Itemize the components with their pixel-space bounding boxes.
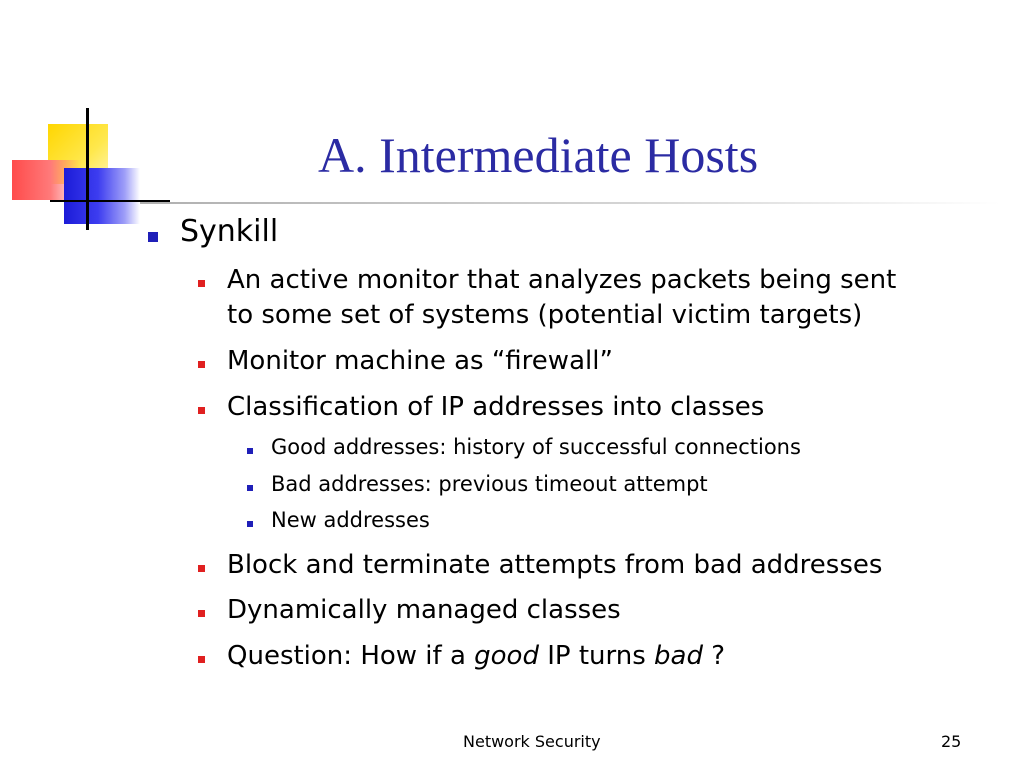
- level2-bullet: [198, 610, 205, 617]
- question-suffix: ?: [703, 641, 726, 671]
- slide-title: A. Intermediate Hosts: [318, 127, 759, 183]
- bullet-monitor-firewall: Monitor machine as “firewall”: [227, 346, 613, 376]
- level2-bullet: [198, 361, 205, 368]
- bullet-classification: Classification of IP addresses into classes: [227, 392, 765, 422]
- question-middle: IP turns: [538, 641, 655, 671]
- level3-bullet: [247, 448, 253, 454]
- bullet-bad-addresses: Bad addresses: previous timeout attempt: [271, 472, 708, 496]
- bullet-active-monitor-line1: An active monitor that analyzes packets being sent: [227, 265, 897, 295]
- level3-bullet: [247, 485, 253, 491]
- bullet-synkill: Synkill: [180, 214, 279, 249]
- level2-bullet: [198, 407, 205, 414]
- bullet-new-addresses: New addresses: [271, 508, 430, 532]
- bullet-good-addresses: Good addresses: history of successful connections: [271, 435, 801, 459]
- question-prefix: Question: How if a: [227, 641, 475, 671]
- level2-bullet: [198, 565, 205, 572]
- bullet-block-terminate: Block and terminate attempts from bad addresses: [227, 550, 883, 580]
- question-good-word: good: [474, 641, 539, 671]
- bullet-question: [227, 640, 725, 673]
- bullet-dynamic-classes: Dynamically managed classes: [227, 595, 621, 625]
- bullet-active-monitor-line2: to some set of systems (potential victim targets): [227, 300, 863, 330]
- question-bad-word: bad: [654, 641, 703, 671]
- footer-title: Network Security: [463, 732, 601, 751]
- level2-bullet: [198, 280, 205, 287]
- level3-bullet: [247, 521, 253, 527]
- level2-bullet: [198, 656, 205, 663]
- level1-bullet: [148, 232, 158, 242]
- page-number: 25: [941, 732, 962, 751]
